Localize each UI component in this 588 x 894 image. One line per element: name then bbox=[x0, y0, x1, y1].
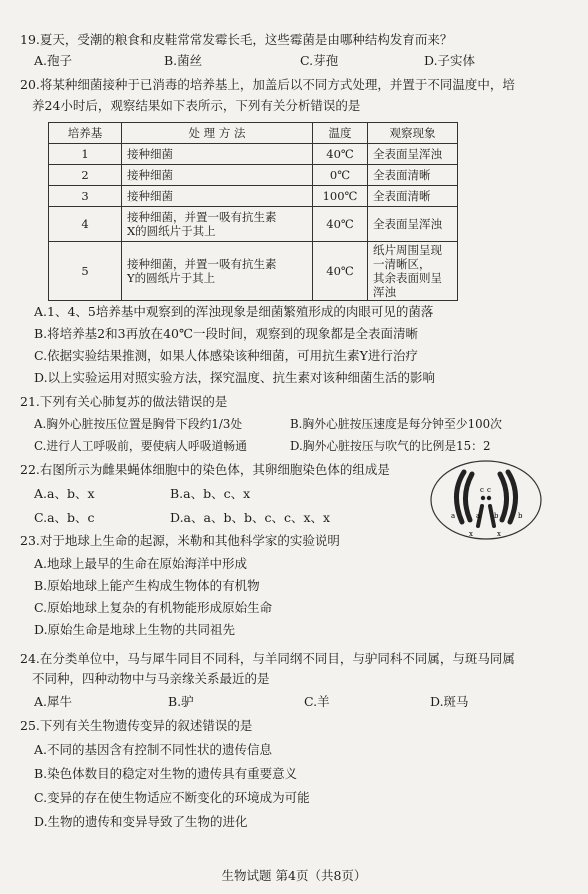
chromosome-b-right bbox=[508, 472, 516, 522]
table-cell: 40℃ bbox=[313, 144, 368, 165]
table-cell: 0℃ bbox=[313, 165, 368, 186]
q19-stem: 19.夏天，受潮的粮食和皮鞋常常发霉长毛，这些霉菌是由哪种结构发育而来？ bbox=[20, 32, 453, 47]
table-cell-line: Y的圆纸片于其上 bbox=[127, 271, 216, 285]
experiment-table bbox=[48, 122, 458, 301]
table-cell-line: 接种细菌，并置一吸有抗生素 bbox=[127, 210, 277, 224]
q23-option-b: B.原始地球上能产生构成生物体的有机物 bbox=[34, 578, 260, 593]
q21-option-b: B.胸外心脏按压速度是每分钟至少100次 bbox=[290, 417, 502, 431]
q25-option-b: B.染色体数目的稳定对生物的遗传具有重要意义 bbox=[34, 766, 298, 781]
q22-stem: 22.右图所示为雌果蝇体细胞中的染色体，其卵细胞染色体的组成是 bbox=[20, 462, 390, 477]
q23-option-a: A.地球上最早的生命在原始海洋中形成 bbox=[34, 556, 248, 571]
q23-stem: 23.对于地球上生命的起源，米勒和其他科学家的实验说明 bbox=[20, 533, 340, 548]
q25-option-c: C.变异的存在使生物适应不断变化的环境成为可能 bbox=[34, 790, 310, 805]
table-cell: 40℃ bbox=[313, 207, 368, 242]
q20-option-d: D.以上实验运用对照实验方法，探究温度、抗生素对该种细菌生活的影响 bbox=[34, 370, 436, 385]
table-row bbox=[49, 207, 458, 242]
table-cell: 100℃ bbox=[313, 186, 368, 207]
q22-option-c: C.a、b、c bbox=[34, 510, 95, 525]
q24-option-c: C.羊 bbox=[304, 694, 330, 709]
table-cell-line: 接种细菌，并置一吸有抗生素 bbox=[127, 257, 277, 271]
q24-option-b: B.驴 bbox=[168, 694, 194, 709]
table-header: 培养基 bbox=[49, 123, 122, 144]
table-cell: 接种细菌 bbox=[122, 144, 313, 165]
q19-option-d: D.子实体 bbox=[424, 53, 476, 68]
table-cell-line: X的圆纸片于其上 bbox=[127, 224, 216, 238]
q21-stem: 21.下列有关心肺复苏的做法错误的是 bbox=[20, 394, 228, 409]
cell-outline bbox=[431, 461, 541, 539]
q19-option-a: A.孢子 bbox=[34, 53, 73, 68]
table-cell: 4 bbox=[49, 207, 122, 242]
q24-stem-line1: 24.在分类单位中，马与犀牛同目不同科，与羊同纲不同目，与驴同科不同属，与斑马同属 bbox=[20, 651, 515, 666]
figure-label: x bbox=[469, 530, 473, 538]
q25-option-a: A.不同的基因含有控制不同性状的遗传信息 bbox=[34, 742, 273, 757]
table-cell: 全表面呈浑浊 bbox=[368, 207, 458, 242]
q24-option-a: A.犀牛 bbox=[34, 694, 73, 709]
q20-option-c: C.依据实验结果推测，如果人体感染该种细菌，可用抗生素Y进行治疗 bbox=[34, 348, 418, 363]
table-cell: 接种细菌 bbox=[122, 186, 313, 207]
chromosome-figure bbox=[428, 458, 544, 542]
q22-option-a: A.a、b、x bbox=[34, 486, 95, 501]
figure-label: x bbox=[497, 530, 501, 538]
q19-option-c: C.芽孢 bbox=[300, 53, 339, 68]
chromosome-a-right bbox=[465, 474, 472, 520]
table-cell-line: 其余表面则呈浑浊 bbox=[373, 271, 442, 299]
figure-label: a bbox=[476, 512, 481, 520]
q21-option-c: C.进行人工呼吸前，要使病人呼吸道畅通 bbox=[34, 439, 247, 453]
table-cell bbox=[122, 242, 313, 301]
table-cell: 接种细菌 bbox=[122, 165, 313, 186]
table-cell: 3 bbox=[49, 186, 122, 207]
figure-label: b bbox=[518, 512, 523, 520]
table-row bbox=[49, 144, 458, 165]
q20-option-b: B.将培养基2和3再放在40℃一段时间，观察到的现象都是全表面清晰 bbox=[34, 326, 418, 341]
table-header: 温度 bbox=[313, 123, 368, 144]
figure-label: c bbox=[487, 486, 491, 494]
q21-option-d: D.胸外心脏按压与吹气的比例是15：2 bbox=[290, 439, 491, 453]
table-cell: 全表面清晰 bbox=[368, 186, 458, 207]
chromosome-c-left bbox=[481, 496, 485, 500]
q24-stem-line2: 不同种，四种动物中与马亲缘关系最近的是 bbox=[32, 671, 270, 686]
table-header: 观察现象 bbox=[368, 123, 458, 144]
q19-option-b: B.菌丝 bbox=[164, 53, 203, 68]
table-cell-line: 纸片周围呈现一清晰区， bbox=[373, 243, 442, 271]
q20-stem-line2: 养24小时后，观察结果如下表所示，下列有关分析错误的是 bbox=[32, 98, 361, 113]
chromosome-c-right bbox=[487, 496, 491, 500]
table-cell bbox=[368, 242, 458, 301]
figure-label: c bbox=[480, 486, 484, 494]
table-cell: 5 bbox=[49, 242, 122, 301]
table-row bbox=[49, 242, 458, 301]
table-row bbox=[49, 186, 458, 207]
figure-label: b bbox=[494, 512, 499, 520]
table-row bbox=[49, 165, 458, 186]
table-cell: 全表面清晰 bbox=[368, 165, 458, 186]
q23-option-c: C.原始地球上复杂的有机物能形成原始生命 bbox=[34, 600, 273, 615]
table-cell bbox=[122, 207, 313, 242]
table-cell: 2 bbox=[49, 165, 122, 186]
chromosome-b-left bbox=[500, 474, 507, 520]
q23-option-d: D.原始生命是地球上生物的共同祖先 bbox=[34, 622, 236, 637]
q22-option-d: D.a、a、b、b、c、c、x、x bbox=[170, 510, 331, 525]
table-header: 处 理 方 法 bbox=[122, 123, 313, 144]
page-footer: 生物试题 第4页（共8页） bbox=[221, 868, 367, 883]
q22-option-b: B.a、b、c、x bbox=[170, 486, 251, 501]
q25-option-d: D.生物的遗传和变异导致了生物的进化 bbox=[34, 814, 248, 829]
q24-option-d: D.斑马 bbox=[430, 694, 469, 709]
q21-option-a: A.胸外心脏按压位置是胸骨下段约1/3处 bbox=[34, 417, 243, 431]
q20-option-a: A.1、4、5培养基中观察到的浑浊现象是细菌繁殖形成的肉眼可见的菌落 bbox=[34, 304, 434, 319]
table-cell: 40℃ bbox=[313, 242, 368, 301]
table-cell: 全表面呈浑浊 bbox=[368, 144, 458, 165]
table-cell: 1 bbox=[49, 144, 122, 165]
q25-stem: 25.下列有关生物遗传变异的叙述错误的是 bbox=[20, 718, 253, 733]
q20-stem-line1: 20.将某种细菌接种于已消毒的培养基上，加盖后以不同方式处理，并置于不同温度中，培 bbox=[20, 77, 515, 92]
table-header-row bbox=[49, 123, 458, 144]
figure-label: a bbox=[451, 512, 456, 520]
chromosome-a-left bbox=[456, 472, 464, 522]
